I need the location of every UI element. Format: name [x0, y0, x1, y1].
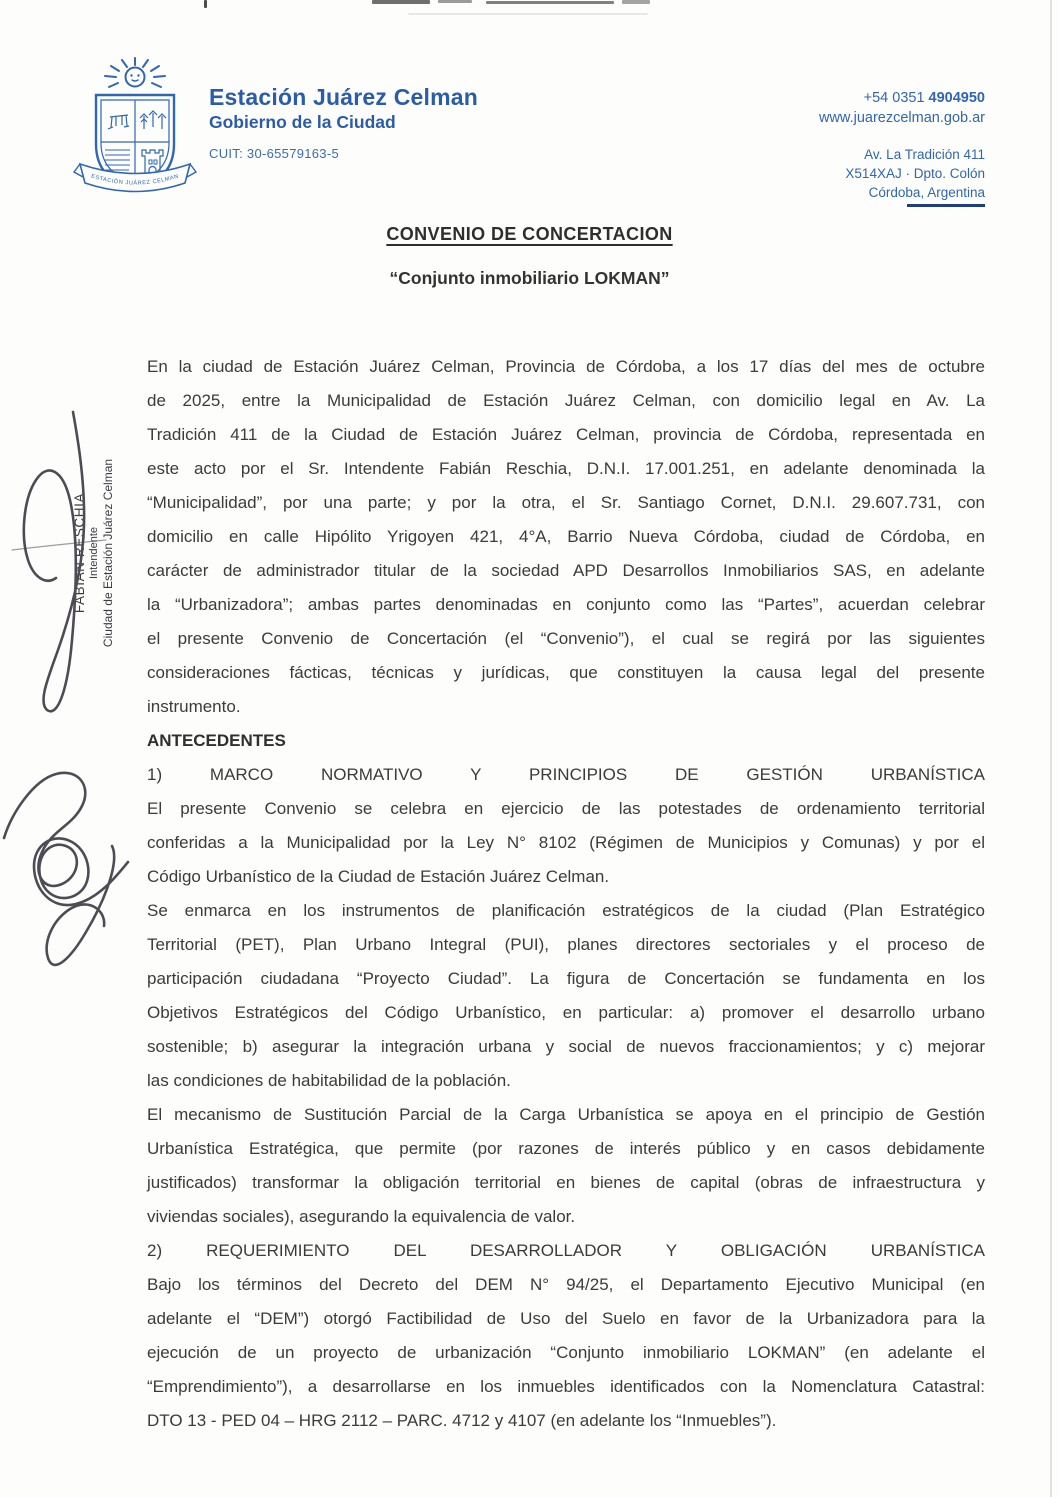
- contact-address-line: X514XAJ · Dpto. Colón: [845, 166, 985, 181]
- antecedentes-heading: ANTECEDENTES: [147, 731, 286, 750]
- doc-subtitle: “Conjunto inmobiliario LOKMAN”: [389, 268, 670, 288]
- body-line: Código Urbanístico de la Ciudad de Estación Juárez Celman.: [147, 867, 610, 886]
- doc-body: [147, 350, 985, 1438]
- body-line: este acto por el Sr. Intendente Fabián Reschia, D.N.I. 17.001.251, en adelante denominada la: [147, 459, 985, 478]
- handwritten-initials-scribble: [0, 750, 150, 1000]
- body-line: Se enmarca en los instrumentos de planificación estratégicos de la ciudad (Plan Estratégico: [147, 901, 985, 920]
- body-line: El mecanismo de Sustitución Parcial de la Carga Urbanística se apoya en el principio de Gestión: [147, 1105, 985, 1124]
- contact-phone-number: 4904950: [928, 90, 985, 106]
- city-crest-logo: [72, 56, 206, 198]
- doc-title: CONVENIO DE CONCERTACION: [386, 224, 673, 244]
- body-line: conferidas a la Municipalidad por la Ley N° 8102 (Régimen de Municipios y Comunas) y por el: [147, 833, 985, 852]
- header-contact: [819, 88, 985, 202]
- body-line: Territorial (PET), Plan Urbano Integral (PUI), planes directores sectoriales y el proceso de: [147, 935, 985, 954]
- contact-address-line: Córdoba, Argentina: [868, 185, 985, 200]
- contact-address: [819, 145, 985, 202]
- body-line: viviendas sociales), asegurando la equivalencia de valor.: [147, 1207, 576, 1226]
- sun-icon: [105, 58, 165, 87]
- body-line: carácter de administrador titular de la sociedad APD Desarrollos Inmobiliarios SAS, en adelante: [147, 561, 985, 580]
- body-line: “Municipalidad”, por una parte; y por la otra, el Sr. Santiago Cornet, D.N.I. 29.607.731, con: [147, 493, 985, 512]
- body-line: Bajo los términos del Decreto del DEM N° 94/25, el Departamento Ejecutivo Municipal (en: [147, 1275, 985, 1294]
- header-brand: [209, 84, 478, 161]
- signatory-org: Ciudad de Estación Juárez Celman: [101, 458, 115, 648]
- body-line: sostenible; b) asegurar la integración urbana y social de nuevos fraccionamientos; y c) mejorar: [147, 1037, 985, 1056]
- body-line: el presente Convenio de Concertación (el “Convenio”), el cual se regirá por las siguientes: [147, 629, 985, 648]
- banner-text: ESTACIÓN JUÁREZ CELMAN: [90, 173, 180, 187]
- body-line: las condiciones de habitabilidad de la población.: [147, 1071, 511, 1090]
- body-line: ejecución de un proyecto de urbanización “Conjunto inmobiliario LOKMAN” (en adelante el: [147, 1343, 985, 1362]
- signatory-role: Intendente: [88, 527, 100, 579]
- body-line: En la ciudad de Estación Juárez Celman, Provincia de Córdoba, a los 17 días del mes de octubre: [147, 357, 985, 376]
- contact-phone: +54 0351 4904950: [863, 90, 985, 106]
- contact-website: www.juarezcelman.gob.ar: [818, 110, 985, 126]
- body-line: Tradición 411 de la Ciudad de Estación Juárez Celman, provincia de Córdoba, representada en: [147, 425, 985, 444]
- contact-address-line: Av. La Tradición 411: [864, 147, 985, 162]
- body-line: participación ciudadana “Proyecto Ciudad”. La figura de Concertación se fundamenta en los: [147, 969, 985, 988]
- body-line: Objetivos Estratégicos del Código Urbanístico, en particular: a) promover el desarrollo urbano: [147, 1003, 985, 1022]
- body-line: Urbanística Estratégica, que permite (por razones de interés público y en casos debidamente: [147, 1139, 985, 1158]
- body-line: consideraciones fácticas, técnicas y jurídicas, que constituyen la causa legal del presente: [147, 663, 985, 682]
- signature-stamp-text: [72, 418, 118, 688]
- body-line: justificados) transformar la obligación territorial en bienes de capital (obras de infraestructura y: [147, 1173, 985, 1192]
- body-line: DTO 13 - PED 04 – HRG 2112 – PARC. 4712 y 4107 (en adelante los “Inmuebles”).: [147, 1411, 777, 1430]
- org-cuit: CUIT: 30-65579163-5: [209, 146, 339, 161]
- section-2-heading: 2) REQUERIMIENTO DEL DESARROLLADOR Y OBLIGACIÓN URBANÍSTICA: [147, 1241, 985, 1260]
- section-1-heading: 1) MARCO NORMATIVO Y PRINCIPIOS DE GESTIÓN URBANÍSTICA: [147, 765, 985, 784]
- body-line: adelante el “DEM”) otorgó Factibilidad de Uso del Suelo en favor de la Urbanizadora para la: [147, 1309, 985, 1328]
- body-line: El presente Convenio se celebra en ejercicio de las potestades de ordenamiento territorial: [147, 799, 985, 818]
- body-line: “Emprendimiento”), a desarrollarse en los inmuebles identificados con la Nomenclatura Catastral:: [147, 1377, 985, 1396]
- org-name: Estación Juárez Celman: [209, 84, 479, 110]
- header-divider-rule: [907, 204, 985, 207]
- body-line: la “Urbanizadora”; ambas partes denominadas en conjunto como las “Partes”, acuerdan celebrar: [147, 595, 985, 614]
- signatory-name: FABIAN RESCHIA: [72, 492, 87, 614]
- body-line: domicilio en calle Hipólito Yrigoyen 421, 4°A, Barrio Nueva Córdoba, ciudad de Córdoba, en: [147, 527, 985, 546]
- scan-artifact-top-edge: [0, 0, 1059, 20]
- org-subtitle: Gobierno de la Ciudad: [209, 112, 396, 132]
- body-line: de 2025, entre la Municipalidad de Estación Juárez Celman, con domicilio legal en Av. La: [147, 391, 985, 410]
- body-line: instrumento.: [147, 697, 241, 716]
